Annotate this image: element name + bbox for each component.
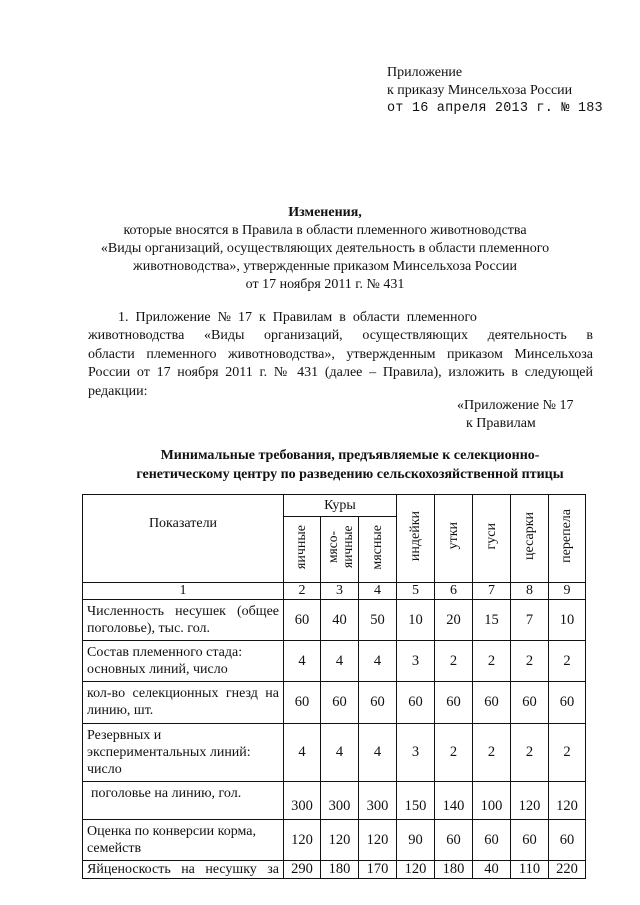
- table-cell: 4: [284, 641, 321, 682]
- table-cell: 40: [321, 600, 359, 641]
- table-cell: 120: [321, 820, 359, 861]
- row-label: поголовье на линию, гол.: [83, 782, 284, 820]
- table-cell: 2: [511, 724, 549, 782]
- table-cell: 300: [321, 782, 359, 820]
- table-cell: 180: [435, 861, 473, 879]
- table-row: [83, 724, 586, 782]
- table-row: [83, 641, 586, 682]
- header-col-meat-chickens: мясные: [359, 517, 397, 583]
- para-line-5: редакции:: [88, 383, 148, 399]
- table-cell: 4: [359, 641, 397, 682]
- table-cell: 4: [359, 724, 397, 782]
- table-row: [83, 600, 586, 641]
- para-line-4: России от 17 ноября 2011 г. № 431 (далее – Правила), изложить в следующей: [88, 365, 593, 381]
- table-cell: 4: [284, 724, 321, 782]
- col-number: 8: [511, 583, 549, 600]
- appendix-reference: [457, 397, 574, 433]
- col-number: 7: [473, 583, 511, 600]
- document-title: [60, 204, 590, 294]
- requirements-table: [82, 494, 586, 879]
- table-cell: 120: [359, 820, 397, 861]
- header-col-meat-egg-chickens: мясо-яичные: [321, 517, 359, 583]
- title-line-1: которые вносятся в Правила в области племенного животноводства: [123, 223, 527, 238]
- table-cell: 50: [359, 600, 397, 641]
- row-label: Яйценоскость на несушку за: [83, 861, 284, 879]
- table-cell: 290: [284, 861, 321, 879]
- table-cell: 60: [473, 820, 511, 861]
- table-cell: 180: [321, 861, 359, 879]
- table-cell: 110: [511, 861, 549, 879]
- col-number: 1: [83, 583, 284, 600]
- col-number: 5: [397, 583, 435, 600]
- table-cell: 10: [549, 600, 586, 641]
- header-col-egg-chickens: яичные: [284, 517, 321, 583]
- table-cell: 60: [321, 682, 359, 724]
- table-cell: 300: [284, 782, 321, 820]
- table-title: [60, 446, 640, 484]
- table-cell: 2: [435, 724, 473, 782]
- table-cell: 7: [511, 600, 549, 641]
- header-col-turkeys: индейки: [397, 495, 435, 583]
- body-paragraph: [88, 309, 593, 401]
- table-cell: 120: [284, 820, 321, 861]
- table-cell: 2: [473, 641, 511, 682]
- table-cell: 60: [284, 600, 321, 641]
- title-line-3: животноводства», утвержденные приказом Минсельхоза России: [133, 259, 517, 274]
- stamp-line-3: от 16 апреля 2013 г. № 183: [387, 101, 603, 116]
- title-heading: Изменения,: [288, 205, 362, 220]
- table-cell: 60: [511, 682, 549, 724]
- table-cell: 60: [435, 820, 473, 861]
- table-cell: 60: [359, 682, 397, 724]
- title-line-2: «Виды организаций, осуществляющих деятельность в области племенного: [100, 241, 550, 256]
- table-title-line-2: генетическому центру по разведению сельскохозяйственной птицы: [136, 467, 564, 482]
- stamp-line-1: Приложение: [387, 65, 463, 80]
- header-indicator: Показатели: [83, 495, 284, 583]
- table-cell: 3: [397, 724, 435, 782]
- para-line-1: 1. Приложение № 17 к Правилам в области племенного: [118, 310, 477, 325]
- table-cell: 2: [549, 724, 586, 782]
- table-cell: 60: [511, 820, 549, 861]
- table-cell: 60: [284, 682, 321, 724]
- table-cell: 90: [397, 820, 435, 861]
- appendix-stamp: [387, 64, 603, 118]
- table-cell: 120: [511, 782, 549, 820]
- table-cell: 10: [397, 600, 435, 641]
- col-number: 6: [435, 583, 473, 600]
- column-numbers-row: [83, 583, 586, 600]
- table-cell: 300: [359, 782, 397, 820]
- row-label: Резервных и экспериментальных линий: число: [83, 724, 284, 782]
- row-label: Состав племенного стада: основных линий, число: [83, 641, 284, 682]
- table-cell: 4: [321, 724, 359, 782]
- table-title-line-1: Минимальные требования, предъявляемые к селекционно-: [160, 448, 540, 463]
- col-number: 3: [321, 583, 359, 600]
- col-number: 9: [549, 583, 586, 600]
- header-col-ducks: утки: [435, 495, 473, 583]
- table-cell: 2: [549, 641, 586, 682]
- header-col-guinea-fowl: цесарки: [511, 495, 549, 583]
- table-cell: 170: [359, 861, 397, 879]
- header-group-chickens: Куры: [284, 495, 397, 517]
- table-cell: 3: [397, 641, 435, 682]
- table-cell: 2: [511, 641, 549, 682]
- table-cell: 150: [397, 782, 435, 820]
- table-cell: 20: [435, 600, 473, 641]
- table-cell: 60: [549, 820, 586, 861]
- table-cell: 2: [435, 641, 473, 682]
- table-row: [83, 782, 586, 820]
- title-line-4: от 17 ноября 2011 г. № 431: [245, 277, 405, 292]
- table-cell: 60: [549, 682, 586, 724]
- table-cell: 220: [549, 861, 586, 879]
- table-cell: 4: [321, 641, 359, 682]
- table-cell: 120: [397, 861, 435, 879]
- header-col-geese: гуси: [473, 495, 511, 583]
- appendix-ref-line-2: к Правилам: [466, 416, 536, 431]
- table-cell: 100: [473, 782, 511, 820]
- table-cell: 15: [473, 600, 511, 641]
- para-line-3: области племенного животноводства», утвержденным приказом Минсельхоза: [88, 346, 593, 362]
- table-row: [83, 820, 586, 861]
- table-row: [83, 861, 586, 879]
- col-number: 4: [359, 583, 397, 600]
- stamp-line-2: к приказу Минсельхоза России: [387, 83, 573, 98]
- table-cell: 60: [473, 682, 511, 724]
- header-col-quails: перепела: [549, 495, 586, 583]
- table-cell: 140: [435, 782, 473, 820]
- table-cell: 2: [473, 724, 511, 782]
- table-cell: 40: [473, 861, 511, 879]
- row-label: Оценка по конверсии корма, семейств: [83, 820, 284, 861]
- table-cell: 60: [435, 682, 473, 724]
- col-number: 2: [284, 583, 321, 600]
- para-line-2: животноводства «Виды организаций, осуществляющих деятельность в: [88, 328, 593, 344]
- row-label: Численность несушек (общее поголовье), тыс. гол.: [83, 600, 284, 641]
- row-label: кол-во селекционных гнезд на линию, шт.: [83, 682, 284, 724]
- table-row: [83, 682, 586, 724]
- table-cell: 120: [549, 782, 586, 820]
- appendix-ref-line-1: «Приложение № 17: [457, 398, 574, 413]
- table-cell: 60: [397, 682, 435, 724]
